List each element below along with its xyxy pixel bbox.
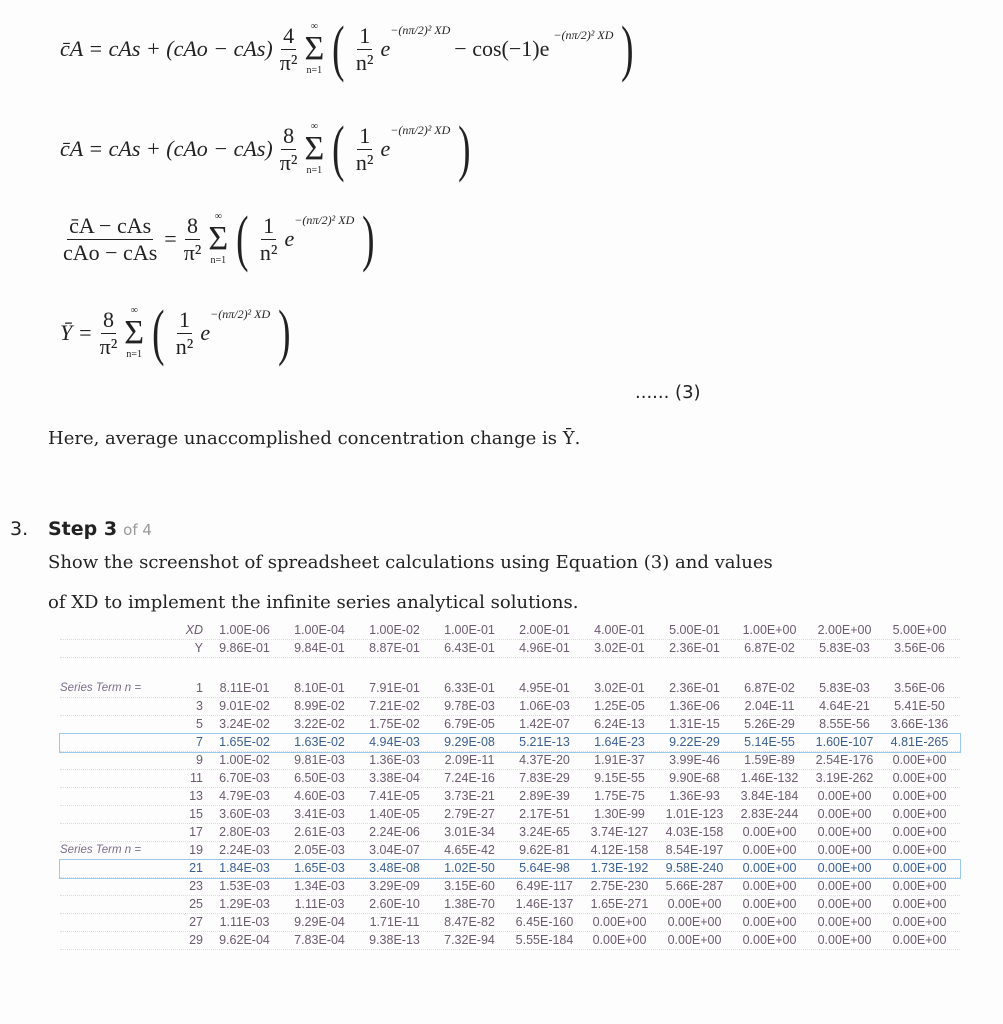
cell: 6.49E-117 bbox=[516, 879, 573, 893]
cell: 9.29E-08 bbox=[444, 735, 495, 749]
cell: 0.00E+00 bbox=[817, 825, 872, 839]
equation-2: c̄A = cAs + (cAo − cAs) $\frac{8}{\text{π²}}$ ∞ Σ n=1 ( $\frac{1}{\text{n²}}$ $e^{-(n\pi/2)^2 XD}$ ) bbox=[60, 115, 471, 183]
cell: 5.83E-03 bbox=[819, 641, 870, 655]
cell: 2.60E-10 bbox=[369, 897, 420, 911]
xd-row: XD 1.00E-06 1.00E-04 1.00E-02 1.00E-01 2.00E-01 4.00E-01 5.00E-01 1.00E+00 2.00E+00 5.00E+00 bbox=[60, 622, 960, 640]
term-n: 1 bbox=[196, 681, 203, 695]
cell: 4.37E-20 bbox=[519, 753, 570, 767]
cell: 9.22E-29 bbox=[669, 735, 720, 749]
cell: 8.10E-01 bbox=[294, 681, 345, 695]
cell: 5.00E-01 bbox=[669, 623, 720, 637]
series-term-row bbox=[60, 914, 960, 932]
cell: 7.21E-02 bbox=[369, 699, 420, 713]
cell: 5.41E-50 bbox=[894, 699, 945, 713]
series-term-row bbox=[60, 716, 960, 734]
equation-4: Ȳ = $\frac{8}{\text{π²}}$ ∞ Σ n=1 ( $\frac{1}{\text{n²}}$ $e^{-(n\pi/2)^2 XD}$ ) bbox=[60, 299, 291, 367]
cell: 3.22E-02 bbox=[294, 717, 345, 731]
cell: 0.00E+00 bbox=[667, 933, 722, 947]
cell: 9.62E-81 bbox=[519, 843, 570, 857]
cell: 8.55E-56 bbox=[819, 717, 870, 731]
cell: 7.83E-29 bbox=[519, 771, 570, 785]
term-n: 21 bbox=[189, 861, 203, 875]
series-term-row bbox=[60, 698, 960, 716]
cell: 3.19E-262 bbox=[815, 771, 874, 785]
cell: 6.24E-13 bbox=[594, 717, 645, 731]
series-term-row bbox=[60, 788, 960, 806]
cell: 0.00E+00 bbox=[892, 915, 947, 929]
term-n: 9 bbox=[196, 753, 203, 767]
step-number: 3. bbox=[10, 518, 29, 540]
cell: 9.01E-02 bbox=[219, 699, 270, 713]
cell: 1.00E-06 bbox=[219, 623, 270, 637]
eq1-term: $\frac{1}{\text{n²}}$ bbox=[355, 22, 374, 75]
term-n: 11 bbox=[190, 771, 203, 785]
cell: 2.24E-06 bbox=[369, 825, 420, 839]
cell: 1.34E-03 bbox=[294, 879, 345, 893]
cell: 0.00E+00 bbox=[892, 933, 947, 947]
series-term-row bbox=[60, 680, 960, 698]
cell: 7.83E-04 bbox=[294, 933, 345, 947]
cell: 3.60E-03 bbox=[219, 807, 270, 821]
cell: 0.00E+00 bbox=[892, 789, 947, 803]
cell: 0.00E+00 bbox=[817, 807, 872, 821]
cell: 9.38E-13 bbox=[369, 933, 420, 947]
cell: 1.00E+00 bbox=[742, 623, 797, 637]
cell: 3.02E-01 bbox=[594, 641, 645, 655]
cell: 5.21E-13 bbox=[519, 735, 570, 749]
cell: 3.66E-136 bbox=[890, 717, 949, 731]
cell: 1.65E-271 bbox=[590, 897, 649, 911]
cell: 0.00E+00 bbox=[892, 897, 947, 911]
cell: 0.00E+00 bbox=[742, 825, 797, 839]
series-term-label: Series Term n = bbox=[60, 682, 142, 694]
cell: 2.80E-03 bbox=[219, 825, 270, 839]
term-n: 23 bbox=[189, 879, 203, 893]
cell: 9.90E-68 bbox=[669, 771, 720, 785]
y-row: Y 9.86E-01 9.84E-01 8.87E-01 6.43E-01 4.96E-01 3.02E-01 2.36E-01 6.87E-02 5.83E-03 3.56E-06 bbox=[60, 640, 960, 658]
cell: 2.79E-27 bbox=[444, 807, 495, 821]
term-n: 27 bbox=[189, 915, 203, 929]
cell: 3.56E-06 bbox=[894, 641, 945, 655]
cell: 2.36E-01 bbox=[669, 641, 720, 655]
series-term-row bbox=[60, 842, 960, 860]
cell: 1.11E-03 bbox=[294, 897, 345, 911]
cell: 1.01E-123 bbox=[665, 807, 724, 821]
cell: 0.00E+00 bbox=[592, 915, 647, 929]
cell: 1.36E-03 bbox=[369, 753, 420, 767]
cell: 1.36E-93 bbox=[669, 789, 720, 803]
cell: 4.95E-01 bbox=[519, 681, 570, 695]
series-term-row bbox=[60, 932, 960, 950]
cell: 0.00E+00 bbox=[892, 771, 947, 785]
cell: 3.04E-07 bbox=[369, 843, 420, 857]
cell: 3.02E-01 bbox=[594, 681, 645, 695]
cell: 8.11E-01 bbox=[219, 681, 270, 695]
cell: 0.00E+00 bbox=[742, 915, 797, 929]
cell: 3.24E-02 bbox=[219, 717, 270, 731]
cell: 1.31E-15 bbox=[669, 717, 720, 731]
cell: 1.65E-02 bbox=[219, 735, 270, 749]
cell: 2.75E-230 bbox=[590, 879, 649, 893]
series-term-row bbox=[60, 770, 960, 788]
cell: 2.61E-03 bbox=[294, 825, 345, 839]
series-term-row bbox=[60, 806, 960, 824]
cell: 6.87E-02 bbox=[744, 681, 795, 695]
cell: 1.60E-107 bbox=[815, 735, 874, 749]
series-term-label: Series Term n = bbox=[60, 844, 142, 856]
cell: 0.00E+00 bbox=[817, 789, 872, 803]
cell: 1.06E-03 bbox=[519, 699, 570, 713]
cell: 0.00E+00 bbox=[742, 933, 797, 947]
cell: 3.41E-03 bbox=[294, 807, 345, 821]
term-n: 7 bbox=[196, 735, 203, 749]
cell: 4.12E-158 bbox=[590, 843, 649, 857]
cell: 6.87E-02 bbox=[744, 641, 795, 655]
cell: 5.64E-98 bbox=[519, 861, 570, 875]
cell: 1.65E-03 bbox=[294, 861, 345, 875]
equation-1: c̄A = cAs + (cAo − cAs) $\frac{4}{\text{π²}}$ ∞ Σ n=1 ( $\frac{1}{\text{n²}}$ $e^{-(n\pi/2)^2 XD}$ − cos(−1)e $^{-(n\pi/2)^2 XD}$ ) bbox=[60, 15, 634, 83]
equation-number: ...... (3) bbox=[635, 382, 701, 403]
cell: 4.03E-158 bbox=[665, 825, 724, 839]
cell: 2.36E-01 bbox=[669, 681, 720, 695]
eq1-sum: ∞ Σ n=1 bbox=[304, 21, 325, 76]
cell: 0.00E+00 bbox=[667, 897, 722, 911]
cell: 3.74E-127 bbox=[590, 825, 649, 839]
cell: 2.24E-03 bbox=[219, 843, 270, 857]
series-term-row bbox=[60, 860, 960, 878]
cell: 1.00E-02 bbox=[219, 753, 270, 767]
cell: 3.56E-06 bbox=[894, 681, 945, 695]
step-line-1: Show the screenshot of spreadsheet calculations using Equation (3) and values bbox=[48, 552, 773, 573]
cell: 7.24E-16 bbox=[444, 771, 495, 785]
cell: 1.53E-03 bbox=[219, 879, 270, 893]
cell: 4.79E-03 bbox=[219, 789, 270, 803]
cell: 9.81E-03 bbox=[294, 753, 345, 767]
spreadsheet-screenshot bbox=[60, 622, 960, 950]
term-n: 15 bbox=[189, 807, 203, 821]
cell: 9.15E-55 bbox=[594, 771, 645, 785]
cell: 2.04E-11 bbox=[744, 699, 795, 713]
cell: 1.00E-01 bbox=[444, 623, 495, 637]
cell: 1.71E-11 bbox=[369, 915, 420, 929]
cell: 0.00E+00 bbox=[817, 933, 872, 947]
cell: 3.24E-65 bbox=[519, 825, 570, 839]
cell: 0.00E+00 bbox=[742, 879, 797, 893]
term-n: 25 bbox=[189, 897, 203, 911]
cell: 2.09E-11 bbox=[444, 753, 495, 767]
cell: 5.66E-287 bbox=[665, 879, 724, 893]
cell: 1.29E-03 bbox=[219, 897, 270, 911]
cell: 5.83E-03 bbox=[819, 681, 870, 695]
cell: 9.86E-01 bbox=[219, 641, 270, 655]
cell: 2.54E-176 bbox=[815, 753, 874, 767]
cell: 7.91E-01 bbox=[369, 681, 420, 695]
cell: 1.91E-37 bbox=[594, 753, 645, 767]
equation-3: $\frac{\text{c̄A − cAs}}{\text{cAo − cAs}}$ = $\frac{8}{\text{π²}}$ ∞ Σ n=1 ( $\frac{1}{\text{n²}}$ $e^{-(n\pi/2)^2 XD}$ ) bbox=[63, 205, 375, 273]
cell: 0.00E+00 bbox=[892, 807, 947, 821]
eq1-lhs: c̄A = cAs + (cAo − cAs) bbox=[60, 36, 273, 61]
cell: 6.70E-03 bbox=[219, 771, 270, 785]
cell: 7.41E-05 bbox=[369, 789, 420, 803]
cell: 0.00E+00 bbox=[892, 753, 947, 767]
step-line-2: of XD to implement the infinite series analytical solutions. bbox=[48, 592, 579, 613]
cell: 8.47E-82 bbox=[444, 915, 495, 929]
cell: 1.63E-02 bbox=[294, 735, 345, 749]
cell: 1.75E-75 bbox=[594, 789, 645, 803]
cell: 0.00E+00 bbox=[892, 825, 947, 839]
term-n: 29 bbox=[189, 933, 203, 947]
cell: 0.00E+00 bbox=[592, 933, 647, 947]
cell: 9.78E-03 bbox=[444, 699, 495, 713]
statement: Here, average unaccomplished concentration change is Ȳ. bbox=[48, 428, 581, 449]
cell: 2.83E-244 bbox=[740, 807, 799, 821]
cell: 5.55E-184 bbox=[515, 933, 574, 947]
cell: 1.64E-23 bbox=[594, 735, 645, 749]
cell: 1.00E-02 bbox=[369, 623, 420, 637]
cell: 2.17E-51 bbox=[519, 807, 570, 821]
term-n: 19 bbox=[189, 843, 203, 857]
cell: 6.33E-01 bbox=[444, 681, 495, 695]
cell: 6.79E-05 bbox=[444, 717, 495, 731]
cell: 0.00E+00 bbox=[817, 915, 872, 929]
cell: 1.36E-06 bbox=[669, 699, 720, 713]
cell: 3.84E-184 bbox=[740, 789, 799, 803]
cell: 0.00E+00 bbox=[892, 879, 947, 893]
eq1-coef: $\frac{4}{\text{π²}}$ bbox=[279, 22, 298, 75]
cell: 6.45E-160 bbox=[515, 915, 574, 929]
cell: 6.50E-03 bbox=[294, 771, 345, 785]
cell: 0.00E+00 bbox=[817, 861, 872, 875]
cell: 0.00E+00 bbox=[817, 843, 872, 857]
cell: 1.40E-05 bbox=[369, 807, 420, 821]
cell: 8.87E-01 bbox=[369, 641, 420, 655]
cell: 0.00E+00 bbox=[742, 843, 797, 857]
cell: 4.65E-42 bbox=[444, 843, 495, 857]
cell: 0.00E+00 bbox=[817, 897, 872, 911]
cell: 7.32E-94 bbox=[444, 933, 495, 947]
cell: 9.29E-04 bbox=[294, 915, 345, 929]
cell: 1.00E-04 bbox=[294, 623, 345, 637]
cell: 1.84E-03 bbox=[219, 861, 270, 875]
cell: 2.00E+00 bbox=[817, 623, 872, 637]
series-term-row bbox=[60, 734, 960, 752]
cell: 1.46E-132 bbox=[740, 771, 799, 785]
cell: 4.00E-01 bbox=[594, 623, 645, 637]
series-term-row bbox=[60, 896, 960, 914]
cell: 9.58E-240 bbox=[665, 861, 724, 875]
cell: 8.54E-197 bbox=[665, 843, 724, 857]
cell: 1.75E-02 bbox=[369, 717, 420, 731]
cell: 4.64E-21 bbox=[819, 699, 870, 713]
cell: 0.00E+00 bbox=[667, 915, 722, 929]
cell: 1.42E-07 bbox=[519, 717, 570, 731]
cell: 1.02E-50 bbox=[444, 861, 495, 875]
cell: 4.81E-265 bbox=[890, 735, 949, 749]
cell: 0.00E+00 bbox=[892, 861, 947, 875]
term-n: 3 bbox=[196, 699, 203, 713]
term-n: 13 bbox=[189, 789, 203, 803]
cell: 1.46E-137 bbox=[515, 897, 574, 911]
cell: 4.96E-01 bbox=[519, 641, 570, 655]
cell: 3.29E-09 bbox=[369, 879, 420, 893]
cell: 1.59E-89 bbox=[744, 753, 795, 767]
cell: 3.48E-08 bbox=[369, 861, 420, 875]
series-term-row bbox=[60, 878, 960, 896]
series-term-row bbox=[60, 824, 960, 842]
cell: 0.00E+00 bbox=[742, 897, 797, 911]
cell: 2.00E-01 bbox=[519, 623, 570, 637]
cell: 5.14E-55 bbox=[744, 735, 795, 749]
cell: 1.11E-03 bbox=[219, 915, 270, 929]
cell: 4.94E-03 bbox=[369, 735, 420, 749]
cell: 1.25E-05 bbox=[594, 699, 645, 713]
cell: 9.84E-01 bbox=[294, 641, 345, 655]
cell: 1.73E-192 bbox=[590, 861, 649, 875]
cell: 1.38E-70 bbox=[444, 897, 495, 911]
cell: 0.00E+00 bbox=[892, 843, 947, 857]
cell: 3.99E-46 bbox=[669, 753, 720, 767]
cell: 9.62E-04 bbox=[219, 933, 270, 947]
cell: 1.30E-99 bbox=[594, 807, 645, 821]
cell: 5.26E-29 bbox=[744, 717, 795, 731]
term-n: 17 bbox=[189, 825, 203, 839]
cell: 3.38E-04 bbox=[369, 771, 420, 785]
cell: 0.00E+00 bbox=[742, 861, 797, 875]
cell: 0.00E+00 bbox=[817, 879, 872, 893]
step-heading: Step 3 of 4 bbox=[48, 518, 152, 540]
cell: 3.01E-34 bbox=[444, 825, 495, 839]
cell: 3.73E-21 bbox=[444, 789, 495, 803]
cell: 8.99E-02 bbox=[294, 699, 345, 713]
term-n: 5 bbox=[196, 717, 203, 731]
series-term-row bbox=[60, 752, 960, 770]
cell: 2.05E-03 bbox=[294, 843, 345, 857]
cell: 2.89E-39 bbox=[519, 789, 570, 803]
cell: 3.15E-60 bbox=[444, 879, 495, 893]
cell: 5.00E+00 bbox=[892, 623, 947, 637]
cell: 4.60E-03 bbox=[294, 789, 345, 803]
cell: 6.43E-01 bbox=[444, 641, 495, 655]
